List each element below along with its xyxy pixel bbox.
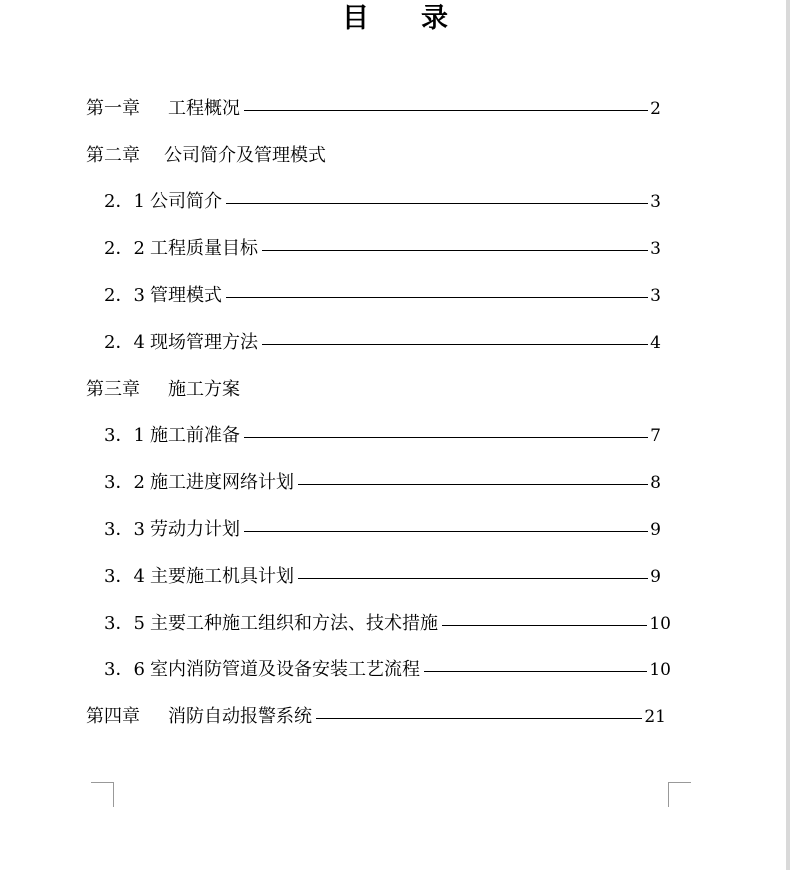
page-edge	[786, 0, 790, 870]
toc-entry-number: 第二章	[86, 145, 140, 166]
toc-leader-line	[244, 437, 648, 438]
toc-leader-line	[244, 110, 648, 111]
toc-entry-number: 3．3	[104, 519, 145, 540]
toc-entry-number: 3．5	[104, 613, 145, 634]
toc-entry-number: 3．4	[104, 566, 145, 587]
toc-entry-page-number: 3	[650, 239, 661, 259]
toc-entry-section-3-5[interactable]	[104, 611, 671, 637]
toc-entry-number: 第三章	[86, 379, 140, 400]
toc-entry-page-number: 9	[650, 520, 661, 540]
margin-corner-mark-left	[91, 782, 114, 807]
toc-entry-label: 施工方案	[168, 379, 240, 400]
toc-entry-number: 3．2	[104, 472, 145, 493]
toc-entry-label: 消防自动报警系统	[168, 706, 312, 727]
toc-entry-number: 2．3	[104, 285, 145, 306]
toc-leader-line	[298, 578, 648, 579]
toc-entry-page-number: 8	[650, 473, 661, 493]
toc-entry-number: 第四章	[86, 706, 140, 727]
toc-leader-line	[244, 531, 648, 532]
toc-entry-section-3-4[interactable]	[104, 564, 661, 590]
toc-entry-section-3-6[interactable]	[104, 657, 671, 683]
toc-leader-line	[442, 625, 647, 626]
toc-entry-number: 第一章	[86, 98, 140, 119]
toc-entry-label: 主要施工机具计划	[150, 566, 294, 587]
toc-entry-chapter-3[interactable]	[86, 377, 240, 403]
toc-entry-chapter-2[interactable]	[86, 143, 326, 169]
toc-leader-line	[298, 484, 648, 485]
toc-entry-label: 施工进度网络计划	[150, 472, 294, 493]
toc-entry-page-number: 3	[650, 192, 661, 212]
toc-entry-section-3-2[interactable]	[104, 470, 661, 496]
toc-entry-section-3-1[interactable]	[104, 423, 661, 449]
toc-entry-label: 管理模式	[150, 285, 222, 306]
toc-entry-number: 3．1	[104, 425, 145, 446]
toc-entry-label: 工程质量目标	[150, 238, 258, 259]
toc-entry-section-2-2[interactable]	[104, 236, 661, 262]
toc-entry-number: 2．1	[104, 191, 145, 212]
toc-entry-label: 工程概况	[168, 98, 240, 119]
toc-leader-line	[316, 718, 642, 719]
toc-entry-label: 主要工种施工组织和方法、技术措施	[150, 613, 438, 634]
toc-entry-number: 2．2	[104, 238, 145, 259]
toc-entry-label: 现场管理方法	[150, 332, 258, 353]
toc-entry-label: 劳动力计划	[150, 519, 240, 540]
toc-entry-section-2-1[interactable]	[104, 189, 661, 215]
toc-entry-number: 3．6	[104, 659, 145, 680]
toc-entry-page-number: 3	[650, 286, 661, 306]
toc-entry-page-number: 4	[650, 333, 661, 353]
toc-entry-page-number: 21	[644, 707, 666, 727]
toc-entry-section-2-3[interactable]	[104, 283, 661, 309]
toc-entry-page-number: 10	[649, 660, 671, 680]
toc-entry-page-number: 7	[650, 426, 661, 446]
toc-entry-page-number: 9	[650, 567, 661, 587]
toc-entry-section-2-4[interactable]	[104, 330, 661, 356]
toc-leader-line	[424, 671, 647, 672]
page-title	[0, 2, 790, 36]
toc-entry-section-3-3[interactable]	[104, 517, 661, 543]
toc-entry-number: 2．4	[104, 332, 145, 353]
toc-entry-label: 公司简介	[150, 191, 222, 212]
page-title-part-1: 目	[342, 3, 369, 34]
toc-entry-page-number: 2	[650, 99, 661, 119]
toc-leader-line	[262, 344, 648, 345]
toc-leader-line	[262, 250, 648, 251]
toc-leader-line	[226, 203, 648, 204]
page-title-part-2: 录	[421, 3, 448, 34]
toc-entry-label: 室内消防管道及设备安装工艺流程	[150, 659, 420, 680]
toc-entry-chapter-4[interactable]	[86, 704, 666, 730]
toc-entry-label: 施工前准备	[150, 425, 240, 446]
toc-leader-line	[226, 297, 648, 298]
toc-entry-page-number: 10	[649, 614, 671, 634]
toc-entry-chapter-1[interactable]	[86, 96, 661, 122]
margin-corner-mark-right	[668, 782, 691, 807]
toc-entry-label: 公司简介及管理模式	[164, 145, 326, 166]
